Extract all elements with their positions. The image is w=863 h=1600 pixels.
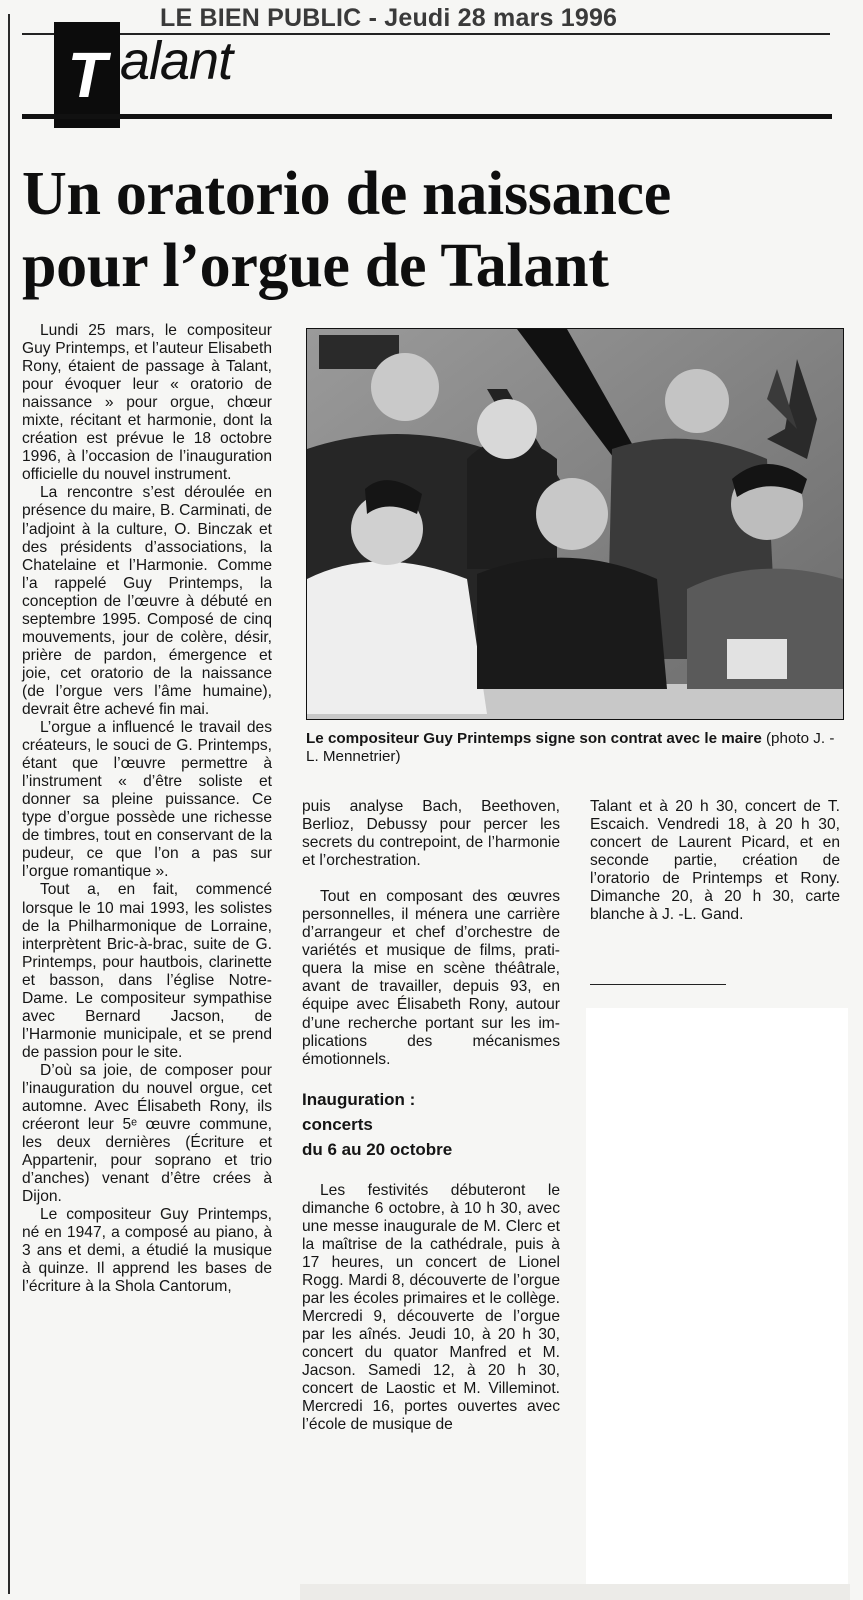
paragraph: La rencontre s’est déroulée en présence du maire, B. Carminati, de l’adjoint à la culture, O. Binczak et des présidents d’associations, la Chatelaine et l’Harmonie. Comme l’a rappelé Guy Printemps, la conception de l’œuvre à débuté en septembre 1995. Composé de cinq mouvements, jour de colère, désir, prière de pardon, émergence et joie, cet oratorio de la naissance (de l’orgue vers l’âme humaine), devrait être achevé fin mai.: [22, 484, 272, 718]
dateline: LE BIEN PUBLIC - Jeudi 28 mars 1996: [160, 4, 618, 32]
section-subhead: [302, 1087, 560, 1162]
headline-line-2: pour l’orgue de Talant: [22, 232, 609, 300]
paragraph: Le compositeur Guy Printemps, né en 1947, a composé au piano, à 3 ans et demi, a étudié la musique à quinze. Il apprend les bases de l’écriture à la Shola Cantorum,: [22, 1206, 272, 1296]
headline-line-1: Un oratorio de naissance: [22, 160, 671, 228]
caption-text: Le compositeur Guy Printemps signe son contrat avec le maire: [306, 730, 762, 747]
blank-area: [586, 1008, 848, 1593]
photo-illustration: [307, 329, 843, 719]
page-edge: [300, 1584, 850, 1600]
header-rule: [22, 114, 832, 119]
paragraph: Tout a, en fait, commencé lorsque le 10 mai 1993, les solistes de la Philharmonique de Lorraine, interprètent Bric-à-brac, suite de G. Printemps, pour hautbois, clarinette et basson, dans l’église Notre-Dame. Le compositeur sympathise avec Bernard Jacson, de l’Harmonie municipale, et se prend de passion pour le site.: [22, 881, 272, 1061]
rubric-name: alant: [120, 31, 233, 91]
left-column-rule: [8, 14, 10, 1594]
subhead-line: concerts: [302, 1114, 373, 1134]
photo-credit: (photo J. -L. Mennetrier): [306, 730, 835, 765]
article-column-3: [590, 798, 840, 924]
paragraph: Les festivités débuteront le dimanche 6 octobre, à 10 h 30, avec une messe inaugurale de M. Clerc et la maîtrise de la cathédrale, puis à 17 heures, un concert de Lionel Rogg. Mardi 8, découverte de l’orgue par les écoles primaires et le collège. Mercredi 9, découverte de l’orgue par les aînés. Jeudi 10, à 20 h 30, concert du quator Manfred et M. Jacson. Samedi 12, à 20 h 30, concert de Laostic et M. Villeminot. Mercredi 16, portes ouvertes avec l’école de musique de: [302, 1181, 560, 1434]
article-column-2: [302, 798, 560, 1434]
photo-caption: [306, 730, 846, 766]
paragraph: puis analyse Bach, Beethoven, Berlioz, Debussy pour percer les secrets du contrepoint, de l’harmonie et l’orchestration.: [302, 798, 560, 870]
paragraph: Talant et à 20 h 30, concert de T. Escaich. Vendredi 18, à 20 h 30, concert de Laurent Picard, et en seconde partie, création de l’oratorio de Printemps et Rony. Dimanche 20, à 20 h 30, carte blanche à J. -L. Gand.: [590, 798, 840, 924]
rubric-initial: T: [54, 22, 120, 128]
paragraph: Tout en composant des œuvres personnelles, il ménera une carrière d’arrangeur et chef d’orchestre de variétés et musique de films, pratiquera la mise en scène théâtrale, avant de travailler, depuis 93, en équipe avec Élisabeth Rony, autour d’une recherche portant sur les implications des mécanismes émotionnels.: [302, 888, 560, 1068]
article-photo: [306, 328, 844, 720]
headline: [22, 158, 842, 302]
end-rule: [590, 984, 726, 985]
paragraph: L’orgue a influencé le travail des créateurs, le souci de G. Printemps, étant que l’œuvre permettre à l’instrument « d’être soliste et donner sa pleine puissance. Ce type d’orgue possède une richesse de timbres, tout en conservant de la pudeur, ce que l’on a pas sur l’orgue romantique ».: [22, 719, 272, 881]
article-column-1: [22, 322, 272, 1297]
subhead-line: Inauguration :: [302, 1089, 416, 1109]
paragraph: Lundi 25 mars, le compositeur Guy Printemps, et l’auteur Elisabeth Rony, étaient de passage à Talant, pour évoquer leur « oratorio de naissance » pour orgue, chœur mixte, récitant et harmonie, dont la création est prévue le 18 octobre 1996, à l’occasion de l’inauguration officielle du nouvel instrument.: [22, 322, 272, 484]
paragraph: D’où sa joie, de composer pour l’inauguration du nouvel orgue, cet automne. Avec Élisabeth Rony, ils créeront leur 5ᵉ œuvre commune, les deux dernières (Écriture et Appartenir, pour soprano et trio d’anches) venant d’être crées à Dijon.: [22, 1061, 272, 1206]
subhead-line: du 6 au 20 octobre: [302, 1139, 453, 1159]
